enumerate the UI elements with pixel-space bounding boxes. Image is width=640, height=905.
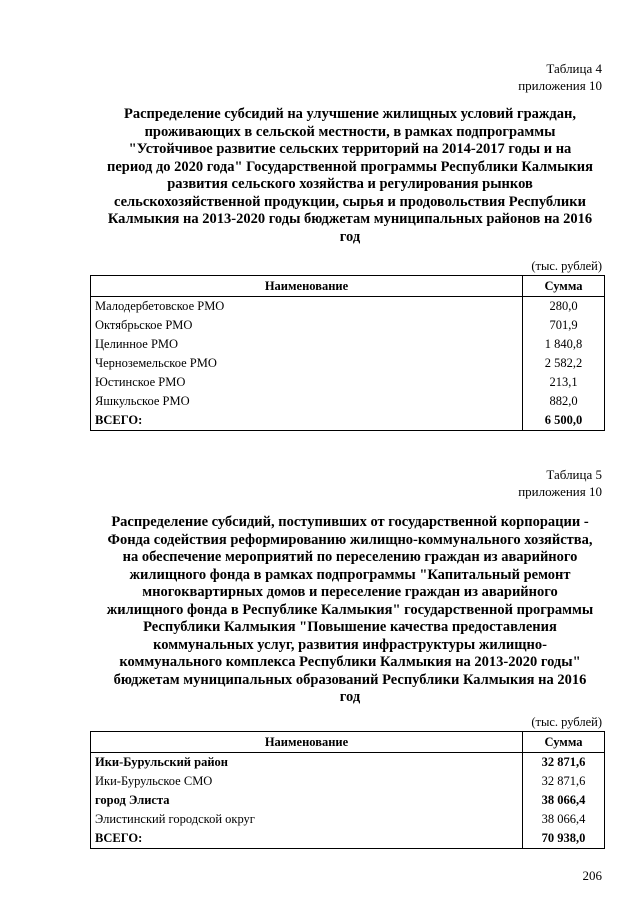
row-sum: 32 871,6 <box>523 753 605 773</box>
section2-title-line: жилищного фонда в рамках подпрограммы "Капитальный ремонт <box>129 566 571 583</box>
column-header-sum: Сумма <box>523 732 605 753</box>
row-sum: 6 500,0 <box>523 411 605 431</box>
row-sum: 2 582,2 <box>523 354 605 373</box>
row-name: ВСЕГО: <box>91 411 523 431</box>
row-sum: 213,1 <box>523 373 605 392</box>
row-name: город Элиста <box>91 791 523 810</box>
section1-title-line: "Устойчивое развитие сельских территорий на 2014-2017 годы и на <box>128 141 572 157</box>
row-sum: 280,0 <box>523 297 605 317</box>
row-name: Октябрьское РМО <box>91 316 523 335</box>
section1-title-line: Калмыкия на 2013-2020 годы бюджетам муниципальных районов на 2016 <box>107 211 593 227</box>
row-name: Элистинский городской округ <box>91 810 523 829</box>
section2-appendix-label: приложения 10 <box>518 484 602 499</box>
section2-title-line: жилищного фонда в Республике Калмыкия" государственной программы <box>106 601 594 618</box>
section2-title-line: коммунальных услуг, развития инфраструктуры жилищно- <box>153 636 547 653</box>
section2-units: (тыс. рублей) <box>531 715 602 729</box>
section2-title-line: Распределение субсидий, поступивших от государственной корпорации - <box>111 514 589 530</box>
section1-title-line: период до 2020 года" Государственной программы Республики Калмыкия <box>106 158 594 175</box>
table-row <box>91 810 605 829</box>
section1-table-label-block <box>518 60 602 94</box>
section1-appendix-label: приложения 10 <box>518 78 602 93</box>
section2-title <box>90 514 610 707</box>
table-row <box>91 297 605 317</box>
section2-table-label: Таблица 5 <box>546 467 602 482</box>
table-row <box>91 354 605 373</box>
row-name: Яшкульское РМО <box>91 392 523 411</box>
section1-table-label: Таблица 4 <box>546 61 602 76</box>
row-name: Черноземельское РМО <box>91 354 523 373</box>
table-row <box>91 373 605 392</box>
section2-table <box>90 731 605 849</box>
section1-title-line: сельскохозяйственной продукции, сырья и продовольствия Республики <box>113 193 586 210</box>
column-header-name: Наименование <box>91 732 523 753</box>
table-total-row <box>91 411 605 431</box>
section1-units: (тыс. рублей) <box>531 259 602 273</box>
row-name: Малодербетовское РМО <box>91 297 523 317</box>
section2-title-line: бюджетам муниципальных образований Республики Калмыкия на 2016 <box>113 671 587 688</box>
row-name: ВСЕГО: <box>91 829 523 849</box>
table-row <box>91 316 605 335</box>
column-header-sum: Сумма <box>523 276 605 297</box>
section2-title-line: на обеспечение мероприятий по переселению граждан из аварийного <box>122 549 578 565</box>
section2-title-line: Республики Калмыкия "Повышение качества предоставления <box>143 619 557 635</box>
column-header-name: Наименование <box>91 276 523 297</box>
row-sum: 38 066,4 <box>523 791 605 810</box>
row-sum: 32 871,6 <box>523 772 605 791</box>
section1-title-line: проживающих в сельской местности, в рамках подпрограммы <box>144 123 556 140</box>
section2-title-line: год <box>339 689 361 705</box>
table-header-row <box>91 276 605 297</box>
table-row <box>91 392 605 411</box>
row-sum: 70 938,0 <box>523 829 605 849</box>
row-sum: 701,9 <box>523 316 605 335</box>
table-row <box>91 791 605 810</box>
section1-title-line: Распределение субсидий на улучшение жилищных условий граждан, <box>123 106 576 122</box>
table-row <box>91 753 605 773</box>
row-sum: 38 066,4 <box>523 810 605 829</box>
table-header-row <box>91 732 605 753</box>
section2-title-line: многоквартирных домов и переселение граждан из аварийного <box>142 584 558 600</box>
row-sum: 1 840,8 <box>523 335 605 354</box>
table-row <box>91 335 605 354</box>
section2-title-line: коммунального комплекса Республики Калмыкия на 2013-2020 годы" <box>119 654 581 670</box>
section2-table-label-block <box>518 466 602 500</box>
row-sum: 882,0 <box>523 392 605 411</box>
row-name: Ики-Бурульский район <box>91 753 523 773</box>
row-name: Целинное РМО <box>91 335 523 354</box>
section1-table <box>90 275 605 431</box>
section2-title-line: Фонда содействия реформированию жилищно-коммунального хозяйства, <box>107 531 593 548</box>
section1-title-line: год <box>339 228 361 245</box>
table-row <box>91 772 605 791</box>
row-name: Юстинское РМО <box>91 373 523 392</box>
table-total-row <box>91 829 605 849</box>
section1-title-line: развития сельского хозяйства и регулирования рынков <box>167 176 533 192</box>
row-name: Ики-Бурульское СМО <box>91 772 523 791</box>
page-number: 206 <box>582 868 602 883</box>
section1-title <box>90 106 610 246</box>
